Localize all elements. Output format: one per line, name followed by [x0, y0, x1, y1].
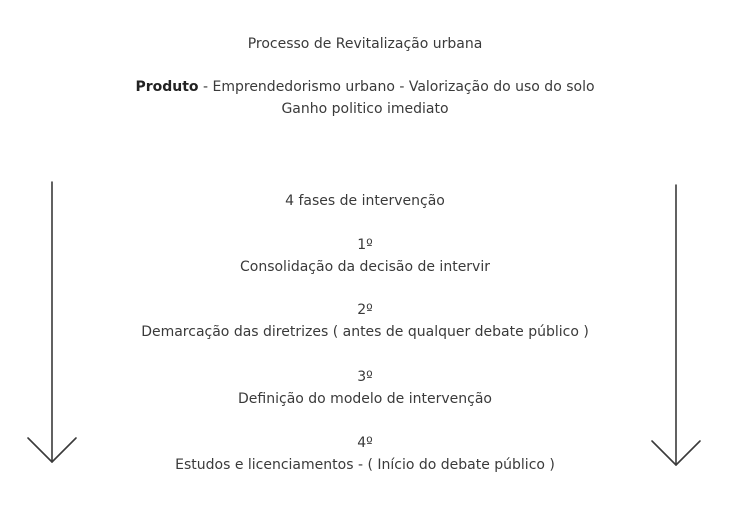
phase-2-text: Demarcação das diretrizes ( antes de qualquer debate público ): [141, 324, 589, 340]
product-label: Produto: [135, 79, 199, 95]
product-line-2: Ganho politico imediato: [281, 101, 449, 117]
page-title: Processo de Revitalização urbana: [247, 36, 483, 52]
phase-1-text: Consolidação da decisão de intervir: [239, 259, 490, 275]
phase-4-text: Estudos e licenciamentos - ( Início do debate público ): [175, 457, 555, 473]
phase-2-number: 2º: [357, 302, 373, 318]
phase-1-number: 1º: [357, 237, 373, 253]
phases-title: 4 fases de intervenção: [285, 193, 445, 209]
phase-4-number: 4º: [357, 435, 373, 451]
phase-3-number: 3º: [357, 369, 373, 385]
product-text: - Emprendedorismo urbano - Valorização do uso do solo: [198, 79, 595, 95]
phase-3-text: Definição do modelo de intervenção: [238, 391, 492, 407]
